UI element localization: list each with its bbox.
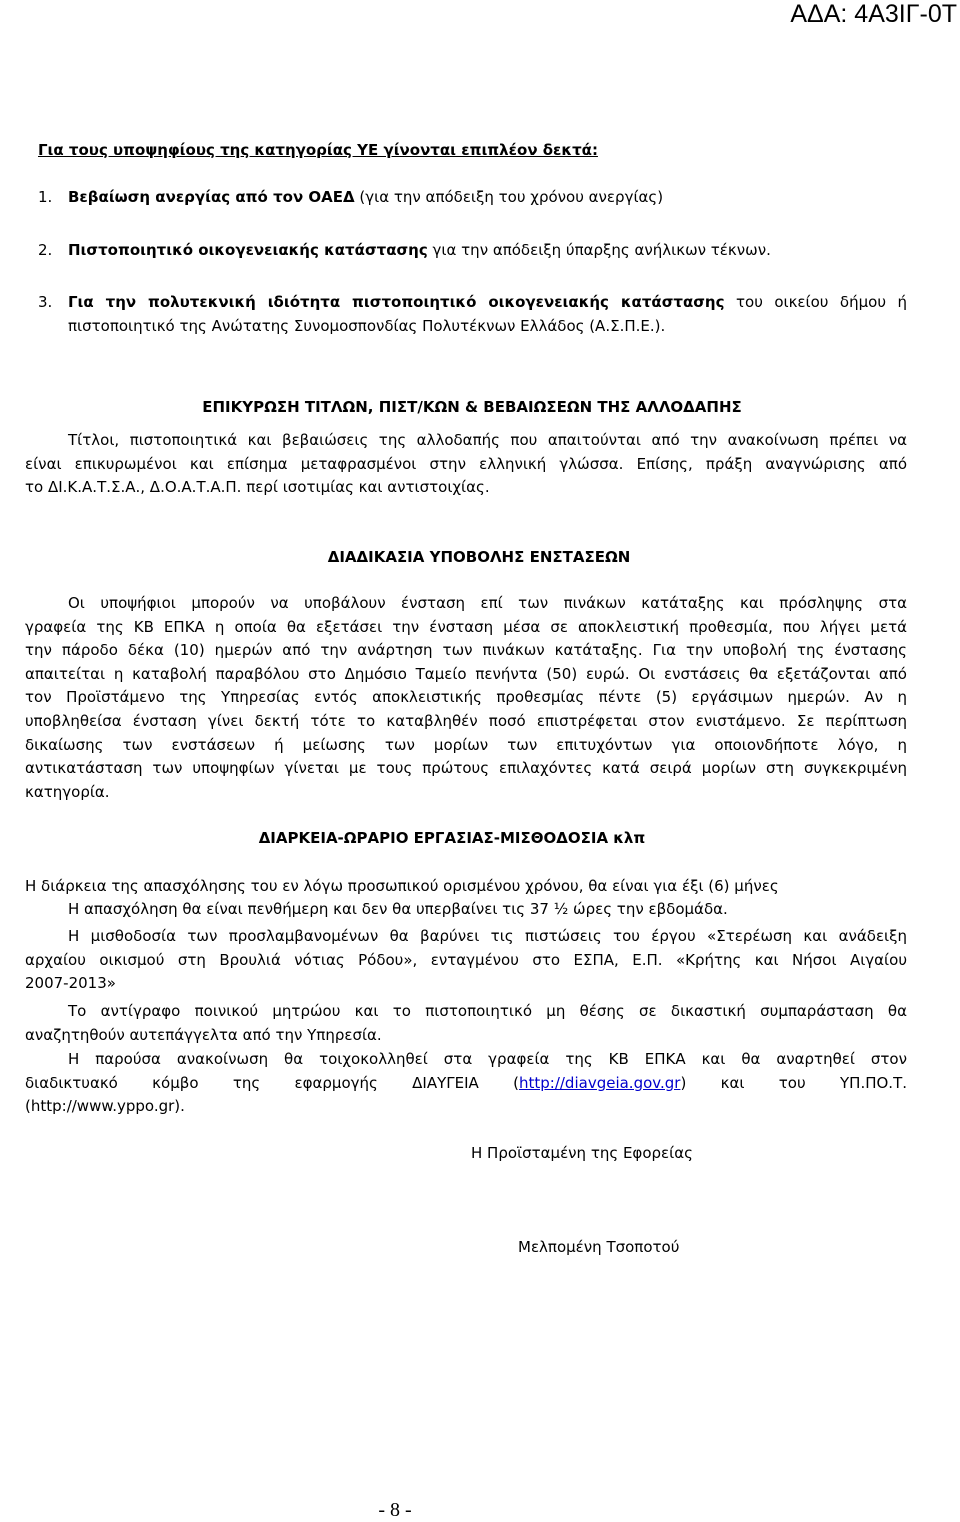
paragraph-line: κατηγορία. [25,782,110,801]
paragraph-line: απαιτείται η καταβολή παραβόλου στο Δημόσιο Ταμείο πενήντα (50) ευρώ. Οι ενστάσεις θα εξετάζονται από [25,664,907,683]
paragraph-line: αρχαίου οικισμού στη Βρουλιά νότιας Ρόδου», ενταγμένου στο ΕΣΠΑ, Ε.Π. «Κρήτης και Νήσοι Αιγαίου [25,950,907,969]
list-number: 2. [38,241,53,259]
objections-paragraph [25,592,907,804]
foreign-docs-paragraph [25,429,907,500]
list-item-bold: Βεβαίωση ανεργίας από τον ΟΑΕΔ [68,188,355,206]
employment-duration: Η διάρκεια της απασχόλησης του εν λόγω προσωπικού ορισμένου χρόνου, θα είναι για έξι (6) μήνες [25,877,779,895]
employment-hours: Η απασχόληση θα είναι πενθήμερη και δεν θα υπερβαίνει τις 37 ½ ώρες την εβδομάδα. [68,900,728,918]
list-item [38,290,907,338]
paragraph-line: (http://www.yppo.gr). [25,1097,185,1116]
list-item-text [68,290,907,338]
posting-paragraph [25,1048,907,1119]
list-item-line [68,185,907,209]
paragraph-line: γραφεία της ΚΒ ΕΠΚΑ η οποία θα εξετάσει την ένσταση μέσα σε αποκλειστική προθεσμία, που λήγει μετά [25,617,907,636]
objections-heading: ΔΙΑΔΙΚΑΣΙΑ ΥΠΟΒΟΛΗΣ ΕΝΣΤΑΣΕΩΝ [327,548,631,566]
list-item [38,238,907,262]
paragraph-line: Η παρούσα ανακοίνωση θα τοιχοκολληθεί στα γραφεία της ΚΒ ΕΠΚΑ και θα αναρτηθεί στον [68,1050,907,1068]
list-number: 3. [38,293,53,311]
employment-heading: ΔΙΑΡΚΕΙΑ-ΩΡΑΡΙΟ ΕΡΓΑΣΙΑΣ-ΜΙΣΘΟΔΟΣΙΑ κλπ [258,829,646,847]
diavgeia-link[interactable]: http://diavgeia.gov.gr [518,1073,681,1092]
list-item-line [68,238,907,262]
foreign-docs-heading: ΕΠΙΚΥΡΩΣΗ ΤΙΤΛΩΝ, ΠΙΣΤ/ΚΩΝ & ΒΕΒΑΙΩΣΕΩΝ ΤΗΣ ΑΛΛΟΔΑΠΗΣ [202,398,742,416]
list-item-rest: (για την απόδειξη του χρόνου ανεργίας) [359,188,664,206]
paragraph-line [25,1072,907,1096]
page-number: - 8 - [378,1499,412,1521]
paragraph-line: Οι υποψήφιοι μπορούν να υποβάλουν ένσταση επί των πινάκων κατάταξης και πρόσληψης στα [68,594,907,612]
list-number: 1. [38,188,53,206]
list-item-rest: του οικείου δήμου ή [735,293,907,311]
list-item-line [68,290,907,314]
ada-code: ΑΔΑ: 4Α3ΙΓ-0Τ [790,0,957,28]
signature-name: Μελπομένη Τσοποτού [518,1238,680,1256]
records-paragraph [25,1000,907,1047]
ye-requirements-heading: Για τους υποψηφίους της κατηγορίας ΥΕ γίνονται επιπλέον δεκτά: [38,141,598,159]
paragraph-line: 2007-2013» [25,974,116,993]
signature-title: Η Προϊσταμένη της Εφορείας [471,1144,693,1162]
list-item-continuation: πιστοποιητικό της Ανώτατης Συνομοσπονδίας Πολυτέκνων Ελλάδος (Α.Σ.Π.Ε.). [68,317,666,335]
list-item-text [68,185,907,209]
payroll-paragraph [25,925,907,996]
paragraph-line: αντικατάσταση των υποψηφίων γίνεται με τους πρώτους επιλαχόντες κατά σειρά μορίων στη συγκεκριμένη [25,759,907,778]
paragraph-line: το ΔΙ.Κ.Α.Τ.Σ.Α., Δ.Ο.Α.Τ.Α.Π. περί ισοτιμίας και αντιστοιχίας. [25,478,490,497]
list-item-bold: Για την πολυτεκνική ιδιότητα πιστοποιητικό οικογενειακής κατάστασης [68,293,725,311]
paragraph-line: Τίτλοι, πιστοποιητικά και βεβαιώσεις της αλλοδαπής που απαιτούνται από την ανακοίνωση πρέπει να [68,431,907,449]
paragraph-line: αναζητηθούν αυτεπάγγελτα από την Υπηρεσία. [25,1025,382,1044]
paragraph-line: Η μισθοδοσία των προσλαμβανομένων θα βαρύνει τις πιστώσεις του έργου «Στερέωση και ανάδειξη [68,927,907,945]
paragraph-line: είναι επικυρωμένοι και επίσημα μεταφρασμένοι στην ελληνική γλώσσα. Επίσης, πράξη αναγνώρισης από [25,454,907,473]
paragraph-line: δικαίωσης των ενστάσεων ή μείωσης των μορίων των επιτυχόντων για οποιονδήποτε λόγο, η [25,735,907,754]
list-item-bold: Πιστοποιητικό οικογενειακής κατάστασης [68,241,428,259]
paragraph-line: την πάροδο δέκα (10) ημερών από την ανάρτηση των πινάκων κατάταξης. Για την υποβολή της ένστασης [25,641,907,660]
posting-text-before-link: διαδικτυακό κόμβο της εφαρμογής ΔΙΑΥΓΕΙΑ ( [25,1073,519,1092]
posting-text-after-link: ) και του ΥΠ.ΠΟ.Τ. [680,1073,907,1092]
list-item-rest: για την απόδειξη ύπαρξης ανήλικων τέκνων. [432,241,771,259]
list-item [38,185,907,209]
paragraph-line: υποβληθείσα ένσταση γίνει δεκτή τότε το καταβληθέν ποσό επιστρέφεται στον ενιστάμενο. Σε περίπτωση [25,711,907,730]
paragraph-line: τον Προϊστάμενο της Υπηρεσίας εντός αποκλειστικής προθεσμίας πέντε (5) εργάσιμων ημερών. Αν η [25,688,907,707]
list-item-text [68,238,907,262]
paragraph-line: Το αντίγραφο ποινικού μητρώου και το πιστοποιητικό μη θέσης σε δικαστική συμπαράσταση θα [68,1002,907,1020]
